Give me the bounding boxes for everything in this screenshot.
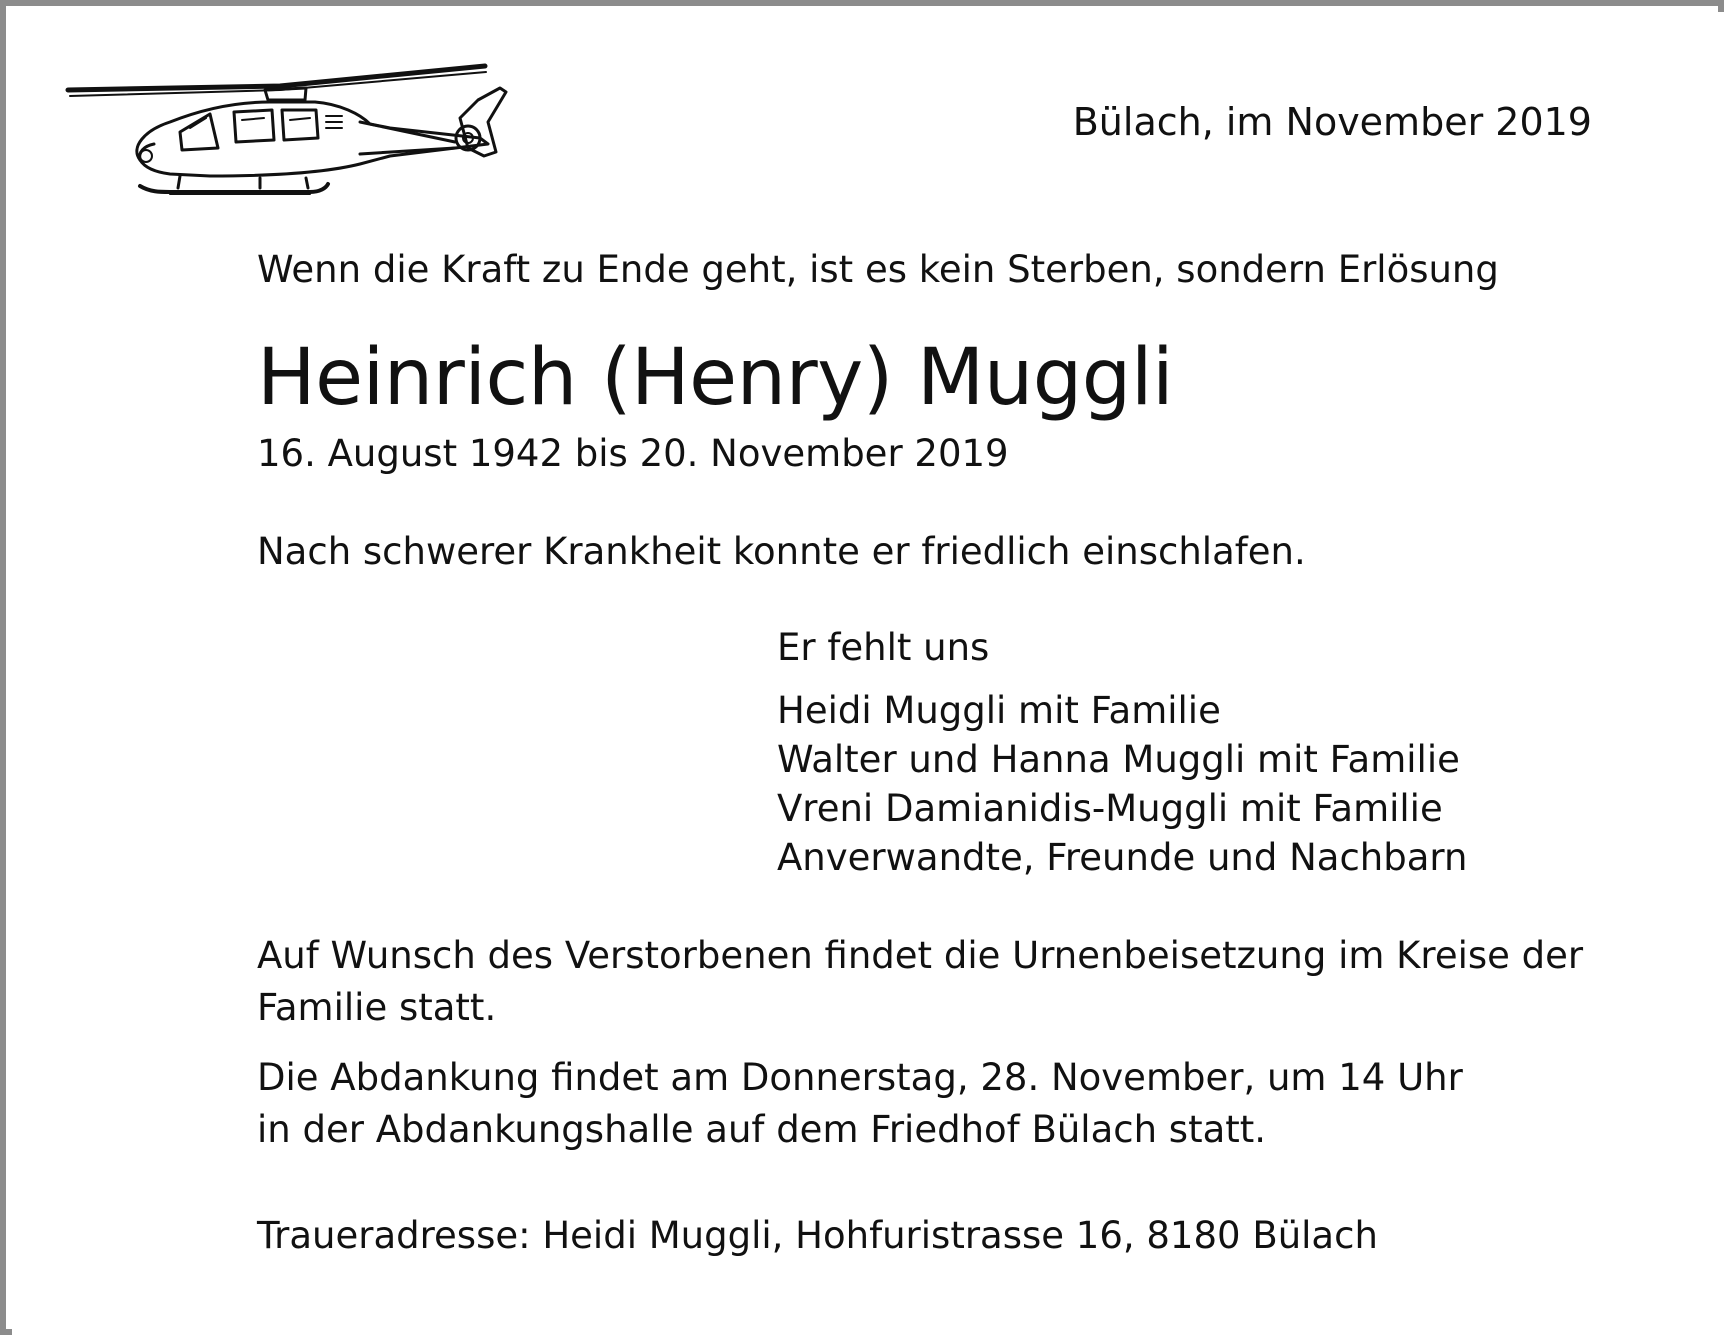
mourner-entry: Vreni Damianidis-Muggli mit Familie <box>777 787 1443 830</box>
mourners-list <box>777 686 1467 882</box>
mourning-address: Traueradresse: Heidi Muggli, Hohfuristrasse 16, 8180 Bülach <box>257 1214 1378 1257</box>
place-and-date: Bülach, im November 2019 <box>1072 100 1592 144</box>
mourner-entry: Anverwandte, Freunde und Nachbarn <box>777 836 1468 879</box>
burial-note <box>257 930 1583 1034</box>
mourner-entry: Heidi Muggli mit Familie <box>777 689 1221 732</box>
service-note <box>257 1052 1463 1156</box>
mourners-heading: Er fehlt uns <box>777 626 990 669</box>
obituary-notice <box>12 12 1724 1335</box>
mourner-entry: Walter und Hanna Muggli mit Familie <box>777 738 1460 781</box>
mourners-block <box>777 624 1467 882</box>
service-line: Die Abdankung findet am Donnerstag, 28. November, um 14 Uhr <box>257 1056 1463 1099</box>
motto-quote: Wenn die Kraft zu Ende geht, ist es kein Sterben, sondern Erlösung <box>257 248 1499 291</box>
life-dates: 16. August 1942 bis 20. November 2019 <box>257 432 1009 475</box>
helicopter-icon <box>60 52 570 212</box>
burial-line: Auf Wunsch des Verstorbenen findet die Urnenbeisetzung im Kreise der <box>257 934 1584 977</box>
death-announcement: Nach schwerer Krankheit konnte er friedlich einschlafen. <box>257 530 1306 573</box>
burial-line: Familie statt. <box>257 986 497 1029</box>
deceased-name: Heinrich (Henry) Muggli <box>257 333 1174 423</box>
service-line: in der Abdankungshalle auf dem Friedhof Bülach statt. <box>257 1108 1267 1151</box>
